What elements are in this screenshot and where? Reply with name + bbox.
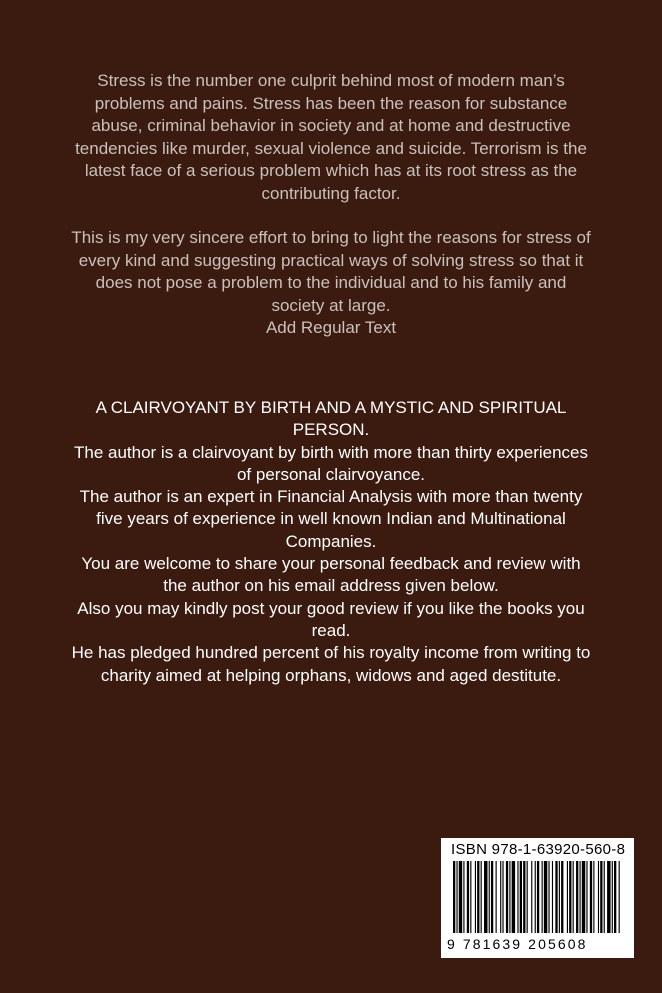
barcode-bar bbox=[586, 861, 587, 933]
barcode-bar bbox=[567, 861, 568, 933]
barcode-bar bbox=[604, 861, 605, 933]
barcode-bar bbox=[453, 861, 455, 933]
barcode-bar bbox=[559, 861, 560, 933]
barcode-bar bbox=[475, 861, 476, 933]
author-heading: A CLAIRVOYANT BY BIRTH AND A MYSTIC AND SPIRITUAL PERSON. bbox=[95, 398, 567, 440]
barcode-bar bbox=[502, 861, 503, 933]
author-bio bbox=[70, 397, 592, 687]
isbn-label: ISBN 978-1-63920-560-8 bbox=[451, 841, 626, 858]
barcode-bar bbox=[576, 861, 578, 933]
barcode-bar bbox=[467, 861, 469, 933]
barcode-bar bbox=[481, 861, 482, 933]
barcode-bar bbox=[500, 861, 501, 933]
barcode-bar bbox=[598, 861, 599, 933]
barcode-bar bbox=[496, 861, 497, 933]
barcode-bar bbox=[463, 861, 464, 933]
barcode-digits: 9 781639 205608 bbox=[447, 936, 588, 952]
barcode-bar bbox=[506, 861, 508, 933]
barcode-bar bbox=[614, 861, 616, 933]
barcode-bar bbox=[612, 861, 613, 933]
barcode-bar bbox=[491, 861, 493, 933]
barcode-bar bbox=[548, 861, 549, 933]
barcode-bar bbox=[552, 861, 553, 933]
author-line-3: You are welcome to share your personal feedback and review with the author on his email address given below. bbox=[81, 554, 581, 596]
barcode-bar bbox=[544, 861, 547, 933]
barcode-bar bbox=[537, 861, 539, 933]
barcode-bar bbox=[520, 861, 522, 933]
author-line-1: The author is a clairvoyant by birth with more than thirty experiences of personal clairvoyance. bbox=[73, 442, 589, 484]
placeholder-text: Add Regular Text bbox=[265, 318, 397, 337]
author-line-5: He has pledged hundred percent of his royalty income from writing to charity aimed at helping orphans, widows and aged destitute. bbox=[71, 643, 591, 685]
barcode-bar bbox=[477, 861, 479, 933]
barcode-bar bbox=[580, 861, 581, 933]
barcode-bar bbox=[470, 861, 471, 933]
barcode-bar bbox=[459, 861, 462, 933]
barcode-bar bbox=[535, 861, 536, 933]
barcode-bar bbox=[590, 861, 592, 933]
author-line-4: Also you may kindly post your good review if you like the books you read. bbox=[77, 598, 585, 640]
isbn-barcode-box bbox=[441, 838, 634, 958]
barcode-bar bbox=[517, 861, 518, 933]
barcode-bar bbox=[582, 861, 585, 933]
book-blurb bbox=[70, 70, 592, 340]
barcode-bar bbox=[607, 861, 610, 933]
barcode-bar bbox=[542, 861, 543, 933]
barcode-bar bbox=[512, 861, 515, 933]
barcode-bar bbox=[509, 861, 510, 933]
barcode-bar bbox=[489, 861, 490, 933]
barcode-bar bbox=[523, 861, 525, 933]
barcode-bar bbox=[561, 861, 563, 933]
barcode-bar bbox=[456, 861, 457, 933]
barcode-bar bbox=[573, 861, 574, 933]
barcode-bar bbox=[555, 861, 557, 933]
barcode bbox=[451, 861, 625, 941]
blurb-paragraph-1: Stress is the number one culprit behind most of modern man’s problems and pains. Stress has been the reason for substance abuse, criminal behavior in society and at home and destructive tendencies like murder, sexual violence and suicide. Terrorism is the latest face of a serious problem which has at its root stress as the contributing factor. bbox=[75, 71, 587, 203]
blurb-paragraph-2: This is my very sincere effort to bring to light the reasons for stress of every kind and suggesting practical ways of solving stress so that it does not pose a problem to the individual and to his family and society at large. bbox=[71, 228, 591, 315]
barcode-bar bbox=[619, 861, 620, 933]
barcode-bar bbox=[593, 861, 594, 933]
barcode-bar bbox=[600, 861, 602, 933]
barcode-bar bbox=[527, 861, 528, 933]
barcode-bar bbox=[484, 861, 487, 933]
author-line-2: The author is an expert in Financial Analysis with more than twenty five years of experience in well known Indian and Multinational Companies. bbox=[79, 487, 583, 551]
barcode-bar bbox=[569, 861, 571, 933]
barcode-bar bbox=[531, 861, 532, 933]
